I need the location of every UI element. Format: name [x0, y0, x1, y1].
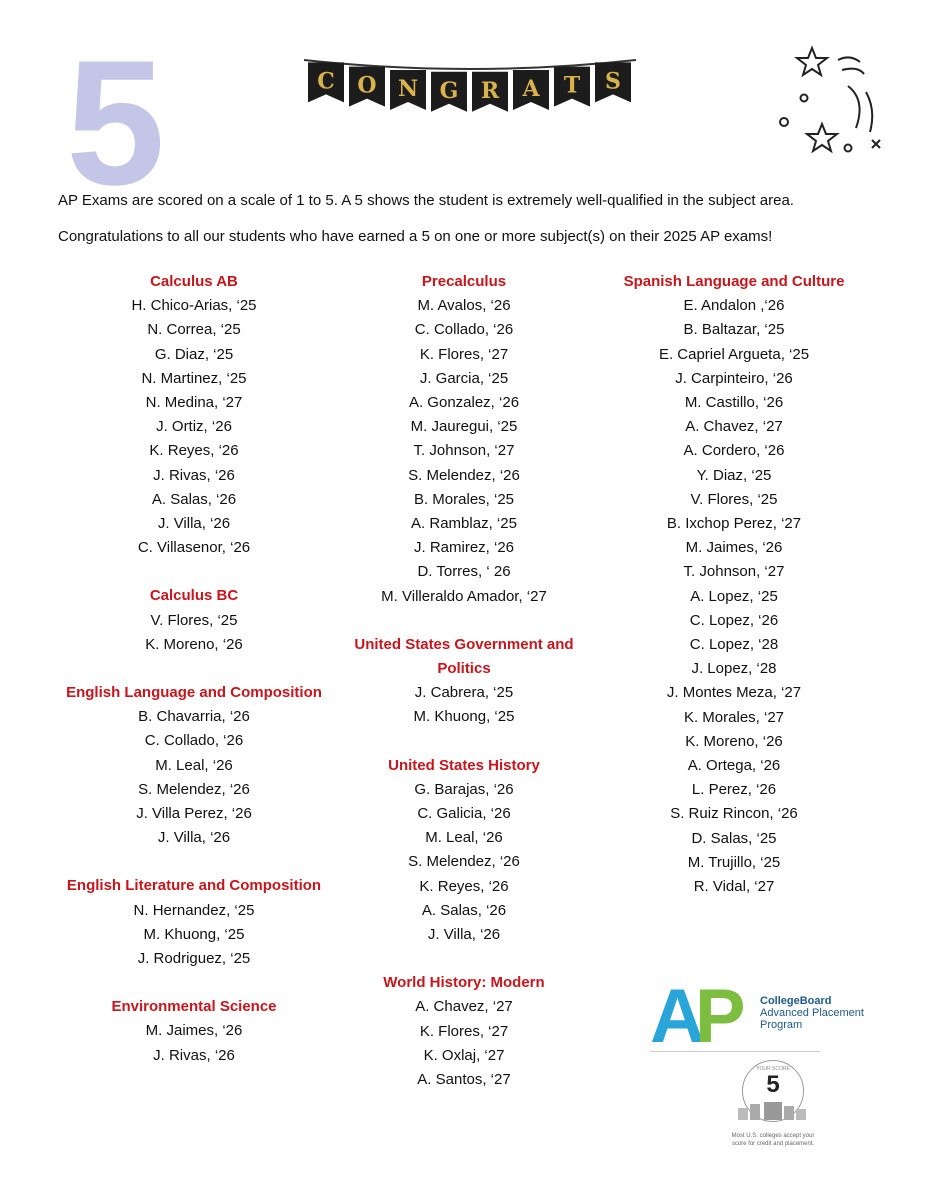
- student-name: N. Martinez, ‘25: [141, 369, 247, 387]
- student-name: A. Salas, ‘26: [151, 490, 237, 508]
- student-name: A. Santos, ‘27: [417, 1071, 511, 1089]
- student-name: M. Leal, ‘26: [425, 829, 503, 847]
- subject-block: [314, 754, 614, 948]
- student-name: B. Baltazar, ‘25: [683, 321, 785, 339]
- student-name: V. Flores, ‘25: [150, 611, 238, 629]
- student-name: J. Villa, ‘26: [427, 926, 501, 944]
- student-name: E. Capriel Argueta, ‘25: [658, 345, 810, 363]
- student-name: K. Moreno, ‘26: [685, 732, 783, 750]
- student-name: M. Jauregui, ‘25: [410, 418, 518, 436]
- subject-title: Calculus AB: [150, 273, 238, 290]
- intro-text-congrats: Congratulations to all our students who have earned a 5 on one or more subject(s) on their 2025 AP exams!: [58, 228, 773, 245]
- student-name: S. Melendez, ‘26: [408, 853, 520, 871]
- banner-letter: S: [605, 68, 621, 95]
- student-name: C. Lopez, ‘28: [689, 636, 779, 654]
- student-name: A. Cordero, ‘26: [683, 442, 785, 460]
- banner-flag: [513, 70, 549, 110]
- student-name: C. Collado, ‘26: [144, 732, 244, 750]
- student-name: J. Rodriguez, ‘25: [137, 950, 251, 968]
- student-name: S. Melendez, ‘26: [408, 466, 520, 484]
- student-name: K. Reyes, ‘26: [419, 877, 509, 895]
- big-score-five: 5: [66, 23, 161, 222]
- banner-letter: G: [439, 77, 459, 104]
- student-name: K. Flores, ‘27: [419, 345, 509, 363]
- score-five-badge: [726, 1060, 820, 1156]
- student-name: N. Correa, ‘25: [147, 321, 241, 339]
- subject-block: [584, 270, 884, 899]
- banner-letter: O: [357, 72, 377, 99]
- banner-letter: T: [563, 72, 581, 99]
- student-name: D. Salas, ‘25: [691, 829, 777, 847]
- student-name: M. Leal, ‘26: [155, 756, 233, 774]
- student-name: E. Andalon ,‘26: [683, 297, 785, 315]
- subject-block: [44, 584, 344, 657]
- banner-flag: [595, 62, 631, 102]
- student-name: A. Lopez, ‘25: [690, 587, 778, 605]
- student-name: L. Perez, ‘26: [691, 781, 777, 799]
- student-name: M. Khuong, ‘25: [413, 708, 515, 726]
- subject-block: [314, 633, 614, 730]
- banner-flag: [349, 67, 385, 107]
- student-name: T. Johnson, ‘27: [683, 563, 785, 581]
- student-name: J. Carpinteiro, ‘26: [675, 369, 793, 387]
- subject-title: Environmental Science: [111, 998, 277, 1016]
- subject-title: English Literature and Composition: [66, 877, 322, 895]
- subject-column-3: [584, 270, 884, 899]
- banner-flag: [390, 70, 426, 110]
- banner-flag: [308, 62, 344, 102]
- intro-text-scale: AP Exams are scored on a scale of 1 to 5. A 5 shows the student is extremely well-qualified in the subject area.: [58, 192, 794, 209]
- banner-flag: [472, 72, 508, 112]
- student-name: B. Morales, ‘25: [413, 490, 515, 508]
- stars-doodle-icon: [768, 40, 888, 160]
- student-name: J. Rivas, ‘26: [153, 1046, 235, 1064]
- banner-letter: N: [397, 75, 419, 102]
- student-name: A. Salas, ‘26: [421, 901, 507, 919]
- subject-column-2: [314, 270, 614, 1092]
- buildings-icon: [736, 1098, 810, 1120]
- subject-title: World History: Modern: [383, 974, 545, 992]
- student-name: M. Trujillo, ‘25: [687, 853, 781, 871]
- student-name: M. Jaimes, ‘26: [145, 1022, 243, 1040]
- banner-flag: [554, 67, 590, 107]
- student-name: S. Melendez, ‘26: [138, 780, 250, 798]
- student-name: N. Medina, ‘27: [145, 394, 243, 412]
- banner-letter: A: [522, 75, 540, 102]
- subject-title: English Language and Composition: [66, 684, 322, 702]
- banner-flag: [431, 72, 467, 112]
- student-name: A. Chavez, ‘27: [415, 998, 513, 1016]
- subject-block: [44, 995, 344, 1068]
- student-name: M. Castillo, ‘26: [684, 394, 784, 412]
- advanced-placement-label: Advanced Placement: [760, 1007, 864, 1019]
- student-name: C. Villasenor, ‘26: [137, 539, 251, 557]
- student-name: J. Garcia, ‘25: [419, 369, 509, 387]
- student-name: J. Montes Meza, ‘27: [666, 684, 802, 702]
- student-name: M. Avalos, ‘26: [417, 297, 511, 315]
- ap-logo-letters: AP: [650, 974, 746, 1059]
- subject-column-1: [44, 270, 344, 1068]
- student-name: D. Torres, ‘ 26: [417, 563, 511, 581]
- subject-title: United States Government and Politics: [354, 635, 574, 678]
- badge-top-text: YOUR SCORE: [756, 1066, 790, 1072]
- subject-title: Spanish Language and Culture: [623, 273, 845, 290]
- student-name: S. Ruiz Rincon, ‘26: [670, 805, 798, 823]
- student-name: C. Lopez, ‘26: [689, 611, 779, 629]
- student-name: J. Ortiz, ‘26: [156, 418, 232, 436]
- student-name: K. Flores, ‘27: [419, 1022, 509, 1040]
- student-name: A. Chavez, ‘27: [685, 418, 783, 436]
- student-name: M. Jaimes, ‘26: [685, 539, 783, 557]
- subject-block: [314, 270, 614, 609]
- badge-score: 5: [766, 1071, 780, 1098]
- student-name: G. Diaz, ‘25: [154, 345, 234, 363]
- subject-block: [44, 270, 344, 560]
- student-name: J. Villa Perez, ‘26: [136, 805, 252, 823]
- student-name: J. Lopez, ‘28: [691, 660, 777, 678]
- student-name: J. Villa, ‘26: [157, 515, 231, 533]
- student-name: M. Villeraldo Amador, ‘27: [381, 587, 547, 605]
- student-name: A. Gonzalez, ‘26: [408, 394, 520, 412]
- subject-block: [44, 681, 344, 850]
- student-name: K. Morales, ‘27: [683, 708, 785, 726]
- student-name: J. Ramirez, ‘26: [413, 539, 515, 557]
- student-name: J. Cabrera, ‘25: [414, 684, 514, 702]
- student-name: J. Rivas, ‘26: [153, 466, 235, 484]
- subject-title: Precalculus: [421, 273, 507, 290]
- student-name: K. Reyes, ‘26: [149, 442, 239, 460]
- subject-block: [314, 971, 614, 1092]
- student-name: K. Oxlaj, ‘27: [423, 1046, 505, 1064]
- banner-letter: R: [480, 77, 500, 104]
- student-name: K. Moreno, ‘26: [145, 635, 243, 653]
- student-name: A. Ramblaz, ‘25: [411, 515, 517, 533]
- student-name: C. Galicia, ‘26: [417, 805, 511, 823]
- student-name: M. Khuong, ‘25: [143, 925, 245, 943]
- subject-title: Calculus BC: [149, 587, 239, 605]
- program-label: Program: [760, 1019, 803, 1031]
- student-name: J. Villa, ‘26: [157, 829, 231, 847]
- student-name: B. Ixchop Perez, ‘27: [666, 515, 802, 533]
- student-name: A. Ortega, ‘26: [687, 757, 781, 775]
- student-name: B. Chavarria, ‘26: [138, 708, 250, 726]
- collegeboard-label: CollegeBoard: [760, 995, 832, 1007]
- badge-caption-1: Most U.S. colleges accept your: [731, 1133, 815, 1139]
- student-name: V. Flores, ‘25: [690, 490, 778, 508]
- student-name: R. Vidal, ‘27: [693, 878, 775, 896]
- badge-caption-2: score for credit and placement.: [731, 1141, 815, 1147]
- congrats-banner: [300, 52, 640, 116]
- student-name: G. Barajas, ‘26: [414, 780, 514, 798]
- student-name: T. Johnson, ‘27: [413, 442, 515, 460]
- banner-letter: C: [317, 68, 335, 95]
- subject-block: [44, 874, 344, 971]
- student-name: Y. Diaz, ‘25: [696, 466, 772, 484]
- student-name: N. Hernandez, ‘25: [133, 901, 255, 919]
- subject-title: United States History: [388, 756, 540, 774]
- ap-collegeboard-logo: [650, 974, 880, 1059]
- student-name: H. Chico-Arias, ‘25: [131, 297, 257, 315]
- student-name: C. Collado, ‘26: [414, 321, 514, 339]
